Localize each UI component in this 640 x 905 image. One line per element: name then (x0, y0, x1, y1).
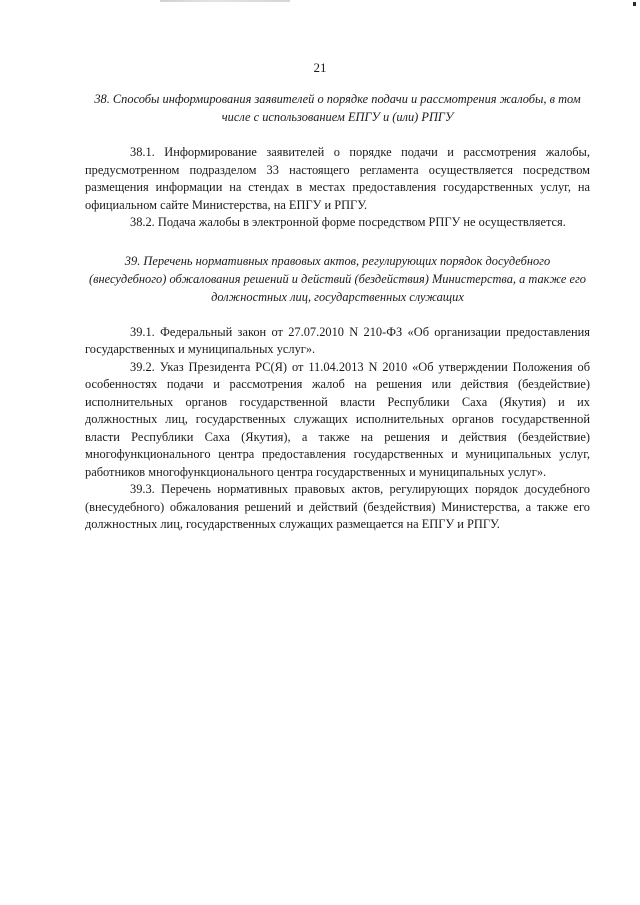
paragraph-39-3: 39.3. Перечень нормативных правовых актов, регулирующих порядок досудебного (внесудебного) обжалования решений и действий (бездействия) Министерства, а также его должностных лиц, государственных служащих размещается на ЕПГУ и РПГУ. (85, 482, 590, 531)
paragraph-39-2: 39.2. Указ Президента РС(Я) от 11.04.2013 N 2010 «Об утверждении Положения об особенностях подачи и рассмотрения жалоб на решения или действия (бездействие) исполнительных органов государственной власти Республики Саха (Якутия) и их должностных лиц, государственных служащих исполнительных органов государственной власти Республики Саха (Якутия), а также на решения и действия (бездействие) многофункционального центра предоставления государственных и муниципальных услуг, работников многофункционального центра государственных и муниципальных услуг». (85, 359, 590, 479)
document-body (85, 90, 590, 534)
paragraph-38-2: 38.2. Подача жалобы в электронной форме посредством РПГУ не осуществляется. (130, 215, 566, 229)
paragraph-39-1: 39.1. Федеральный закон от 27.07.2010 N 210-ФЗ «Об организации предоставления государственных и муниципальных услуг». (85, 324, 590, 356)
section-39-heading: 39. Перечень нормативных правовых актов, регулирующих порядок досудебного (внесудебного) обжалования решений и действий (бездействия) Министерства, а также его должностных лиц, государственных служащих (89, 253, 586, 304)
paragraph-38-1: 38.1. Информирование заявителей о порядке подачи и рассмотрения жалобы, предусмотренном подразделом 33 настоящего регламента осуществляется посредством размещения информации на стендах в местах предоставления государственных услуг, на официальном сайте Министерства, на ЕПГУ и РПГУ. (85, 145, 590, 212)
page-number: 21 (313, 60, 327, 75)
scan-artifact-top (160, 0, 290, 2)
section-38-heading: 38. Способы информирования заявителей о порядке подачи и рассмотрения жалобы, в том числе с использованием ЕПГУ и (или) РПГУ (94, 92, 581, 124)
scan-artifact-corner (633, 2, 636, 6)
